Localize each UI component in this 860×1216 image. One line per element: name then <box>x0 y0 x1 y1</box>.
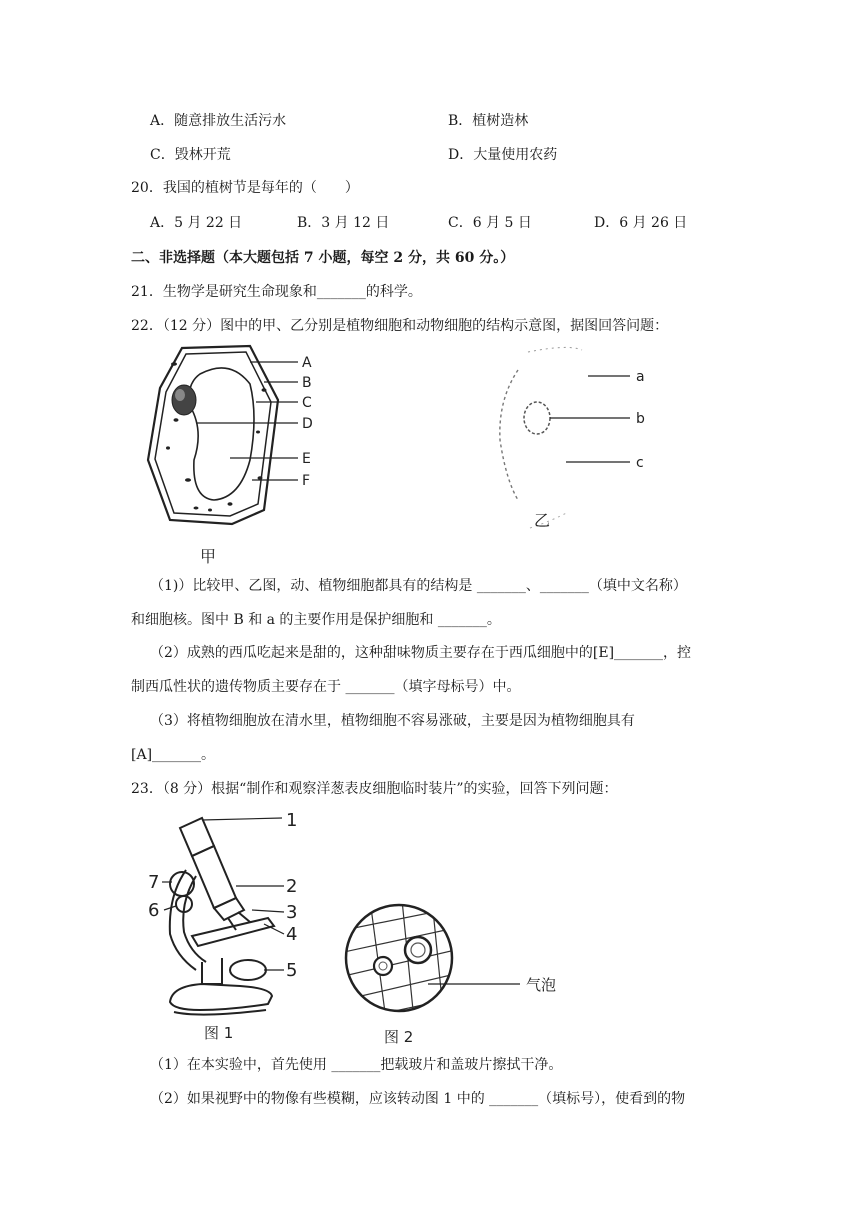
animal-label-c: c <box>636 455 644 471</box>
field-of-view-caption: 图 2 <box>384 1028 414 1046</box>
plant-label-b: B <box>302 375 312 391</box>
q22-stem: 22．（12 分）图中的甲、乙分别是植物细胞和动物细胞的结构示意图，据图回答问题： <box>131 318 669 334</box>
animal-label-b: b <box>636 411 645 427</box>
plant-label-c: C <box>302 395 312 411</box>
microscope-caption: 图 1 <box>204 1024 234 1042</box>
q22-part2-line1: （2）成熟的西瓜吃起来是甜的，这种甜味物质主要存在于西瓜细胞中的[E]_______，控 <box>150 645 692 661</box>
plant-label-d: D <box>302 416 313 432</box>
q19-option-d: D．大量使用农药 <box>448 147 558 163</box>
microscope-label-1: 1 <box>286 810 298 831</box>
field-of-view-diagram <box>344 900 584 1050</box>
q20-stem: 20．我国的植树节是每年的（ ） <box>131 180 359 196</box>
section-heading: 二、非选择题（本大题包括 7 小题，每空 2 分，共 60 分。） <box>131 250 515 266</box>
microscope-label-3: 3 <box>286 902 298 923</box>
bubble-label: 气泡 <box>526 976 557 994</box>
q22-part2-line2: 制西瓜性状的遗传物质主要存在于 _______（填字母标号）中。 <box>131 679 521 695</box>
microscope-label-5: 5 <box>286 960 298 981</box>
q19-option-b: B．植树造林 <box>448 113 529 129</box>
q23-stem: 23．（8 分）根据“制作和观察洋葱表皮细胞临时装片”的实验，回答下列问题： <box>131 781 618 797</box>
q22-part1-line1: （1)）比较甲、乙图，动、植物细胞都具有的结构是 _______、_______（填中文名称） <box>150 578 687 594</box>
plant-label-f: F <box>302 473 311 489</box>
q22-part1-line2: 和细胞核。图中 B 和 a 的主要作用是保护细胞和 _______。 <box>131 612 501 628</box>
plant-caption: 甲 <box>200 547 217 566</box>
q23-part2: （2）如果视野中的物像有些模糊，应该转动图 1 中的 _______（填标号），使看到的物 <box>150 1091 686 1107</box>
q19-option-c: C．毁林开荒 <box>150 147 231 163</box>
microscope-label-2: 2 <box>286 876 298 897</box>
microscope-diagram <box>140 806 320 1046</box>
q20-option-d: D．6 月 26 日 <box>594 215 688 231</box>
animal-label-a: a <box>636 369 645 385</box>
q22-part3-line1: （3）将植物细胞放在清水里，植物细胞不容易涨破，主要是因为植物细胞具有 <box>150 713 635 729</box>
q20-option-b: B．3 月 12 日 <box>297 215 390 231</box>
animal-caption: 乙 <box>534 511 551 530</box>
plant-label-e: E <box>302 451 311 467</box>
q21-stem: 21．生物学是研究生命现象和_______的科学。 <box>131 284 422 300</box>
microscope-label-4: 4 <box>286 924 298 945</box>
q23-part1: （1）在本实验中，首先使用 _______把载玻片和盖玻片擦拭干净。 <box>150 1057 563 1073</box>
q20-option-c: C．6 月 5 日 <box>448 215 532 231</box>
microscope-label-7: 7 <box>148 872 160 893</box>
animal-cell-diagram <box>478 340 678 540</box>
q22-part3-line2: [A]_______。 <box>131 747 216 763</box>
q19-option-a: A．随意排放生活污水 <box>150 113 287 129</box>
microscope-label-6: 6 <box>148 900 160 921</box>
q20-option-a: A．5 月 22 日 <box>150 215 243 231</box>
plant-label-a: A <box>302 355 312 371</box>
plant-cell-diagram <box>140 340 360 570</box>
